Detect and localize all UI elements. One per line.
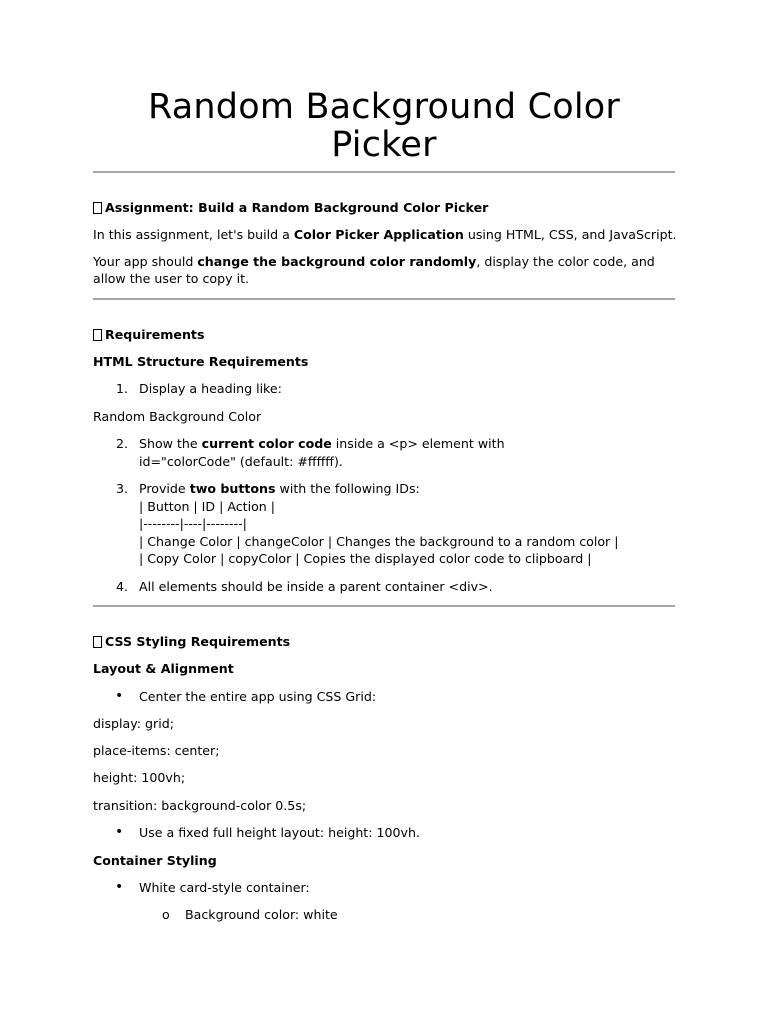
divider <box>93 171 675 173</box>
bullet-marker: • <box>115 688 124 704</box>
assignment-heading <box>93 199 488 216</box>
assignment-description <box>93 253 675 287</box>
assignment-intro <box>93 226 677 243</box>
item3-text: Provide <box>139 481 190 496</box>
css-heading-text: CSS Styling Requirements <box>105 634 291 649</box>
item2-text-end: inside a <p> element with <box>331 436 505 451</box>
desc-bold-text: change the background color randomly <box>197 254 477 269</box>
example-heading-text: Random Background Color <box>93 409 262 424</box>
intro-text-end: using HTML, CSS, and JavaScript. <box>463 227 677 242</box>
table-row: | Change Color | changeColor | Changes the background to a random color | <box>139 533 619 549</box>
container-styling-heading: Container Styling <box>93 853 217 868</box>
intro-text: In this assignment, let's build a <box>93 227 294 242</box>
assignment-heading-text: Assignment: Build a Random Background Color Picker <box>105 200 489 215</box>
desc-text-end: , display the color code, and allow the user to copy it. <box>93 254 655 286</box>
item3-bold-text: two buttons <box>189 481 276 496</box>
item2-line2: id="colorCode" (default: #ffffff). <box>139 453 343 469</box>
table-row: |--------|----|--------| <box>139 516 247 531</box>
divider <box>93 605 675 607</box>
list-number: 4. <box>116 579 129 594</box>
table-row: | Copy Color | copyColor | Copies the displayed color code to clipboard | <box>139 551 592 566</box>
list-icon <box>93 329 102 341</box>
list-item: All elements should be inside a parent container <div>. <box>139 579 493 594</box>
sub-bullet-marker: o <box>162 907 170 922</box>
list-item: Display a heading like: <box>139 381 282 396</box>
css-heading <box>93 633 290 650</box>
list-item <box>139 480 619 568</box>
code-line: transition: background-color 0.5s; <box>93 798 307 813</box>
palette-icon <box>93 636 102 648</box>
code-line: height: 100vh; <box>93 770 186 785</box>
divider <box>93 298 675 300</box>
list-number: 2. <box>116 436 129 451</box>
page-title: Random Background Color Picker <box>148 87 620 165</box>
list-item <box>139 435 505 470</box>
item2-bold-text: current color code <box>201 436 332 451</box>
item2-text: Show the <box>139 436 202 451</box>
desc-text: Your app should <box>93 254 198 269</box>
code-line: display: grid; <box>93 716 174 731</box>
html-requirements-heading: HTML Structure Requirements <box>93 354 309 369</box>
table-row: | Button | ID | Action | <box>139 498 276 514</box>
code-line: place-items: center; <box>93 743 220 758</box>
pin-icon <box>93 202 102 214</box>
item3-text-end: with the following IDs: <box>275 481 420 496</box>
sub-list-item: Background color: white <box>185 907 338 922</box>
list-item: White card-style container: <box>139 880 310 895</box>
list-item: Center the entire app using CSS Grid: <box>139 689 377 704</box>
bullet-marker: • <box>115 879 124 895</box>
list-number: 3. <box>116 481 129 496</box>
requirements-heading-text: Requirements <box>105 327 205 342</box>
bullet-marker: • <box>115 824 124 840</box>
list-number: 1. <box>116 381 129 396</box>
layout-heading: Layout & Alignment <box>93 661 234 676</box>
intro-bold-text: Color Picker Application <box>293 227 464 242</box>
list-item: Use a fixed full height layout: height: 100vh. <box>139 825 420 840</box>
requirements-heading <box>93 326 204 343</box>
